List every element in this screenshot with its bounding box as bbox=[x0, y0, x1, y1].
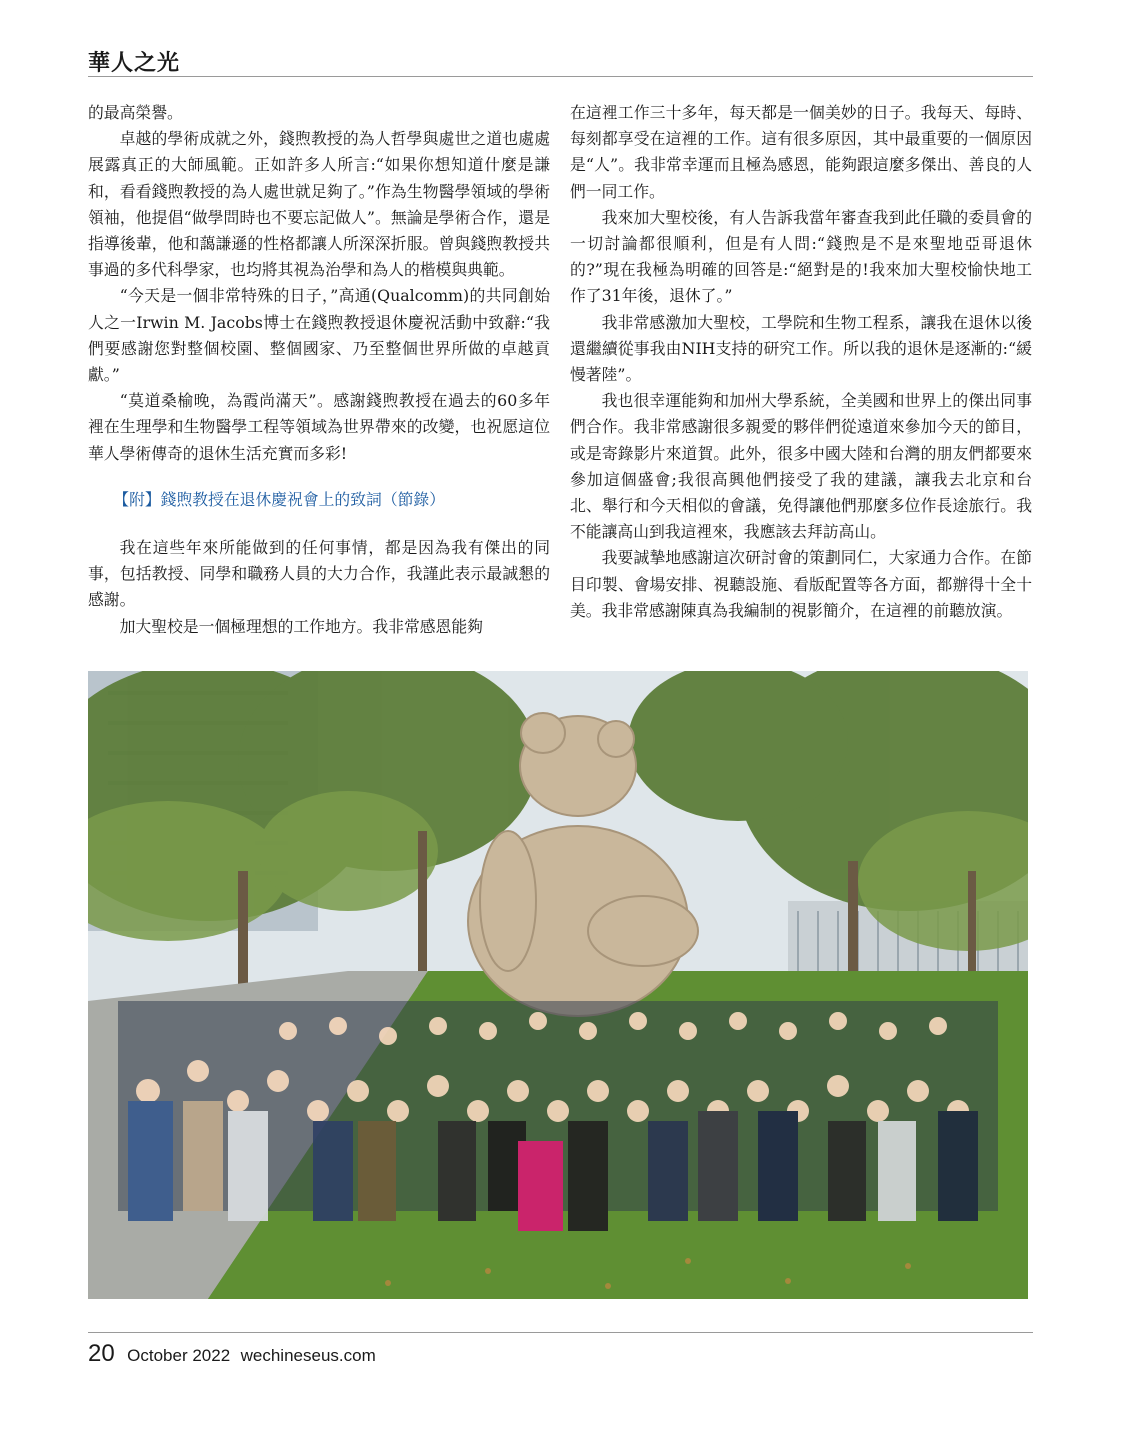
magazine-section-title: 華人之光 bbox=[88, 50, 181, 76]
group-photo bbox=[88, 671, 1028, 1299]
paragraph: 我在這些年來所能做到的任何事情，都是因為我有傑出的同事，包括教授、同學和職務人員的大力合作，我謹此表示最誠懇的感謝。 bbox=[88, 538, 550, 610]
paragraph: 我要誠摯地感謝這次研討會的策劃同仁，大家通力合作。在節目印製、會場安排、視聽設施、看版配置等各方面，都辦得十全十美。我非常感謝陳真為我編制的視影簡介，在這裡的前聽放演。 bbox=[570, 548, 1032, 620]
paragraph: “今天是一個非常特殊的日子，”高通(Qualcomm)的共同創始人之一Irwin M. Jacobs博士在錢煦教授退休慶祝活動中致辭:“我們要感謝您對整個校園、整個國家、乃至整個世界所做的卓越貢獻。” bbox=[88, 286, 550, 385]
paragraph: 我也很幸運能夠和加州大學系統，全美國和世界上的傑出同事們合作。我非常感謝很多親愛的夥伴們從遠道來參加今天的節目，或是寄錄影片來道賀。此外，很多中國大陸和台灣的朋友們都要來參加這個盛會;我很高興他們接受了我的建議，讓我去北京和台北、舉行和今天相似的會議，免得讓他們那麼多位作長途旅行。我不能讓高山到我這裡來，我應該去拜訪高山。 bbox=[570, 391, 1032, 542]
right-column bbox=[570, 100, 1032, 624]
appendix-heading: 【附】錢煦教授在退休慶祝會上的致詞（節錄） bbox=[113, 489, 446, 509]
paragraph: 加大聖校是一個極理想的工作地方。我非常感恩能夠 bbox=[119, 616, 483, 636]
page-number: 20 bbox=[88, 1340, 115, 1367]
group-photo-illustration bbox=[88, 671, 1028, 1299]
paragraph: 我非常感激加大聖校，工學院和生物工程系，讓我在退休以後還繼續從事我由NIH支持的研究工作。所以我的退休是逐漸的:“緩慢著陸”。 bbox=[570, 312, 1032, 385]
paragraph: 卓越的學術成就之外，錢煦教授的為人哲學與處世之道也處處展露真正的大師風範。正如許多人所言:“如果你想知道什麼是謙和，看看錢煦教授的為人處世就足夠了。”作為生物醫學領域的學術領袖，他提倡“做學問時也不要忘記做人”。無論是學術合作，還是指導後輩，他和藹謙遜的性格都讓人所深深折服。曾與錢煦教授共事過的多代科學家，也均將其視為治學和為人的楷模與典範。 bbox=[88, 129, 550, 280]
paragraph: “莫道桑榆晚，為霞尚滿天”。感謝錢煦教授在過去的60多年裡在生理學和生物醫學工程等領域為世界帶來的改變，也祝愿這位華人學術傳奇的退休生活充實而多彩! bbox=[88, 391, 550, 463]
website-link[interactable]: wechineseus.com bbox=[240, 1346, 376, 1365]
paragraph: 在這裡工作三十多年，每天都是一個美妙的日子。我每天、每時、每刻都享受在這裡的工作。這有很多原因，其中最重要的一個原因是“人”。我非常幸運而且極為感恩，能夠跟這麼多傑出、善良的人們一同工作。 bbox=[570, 103, 1032, 201]
issue-date: October 2022 bbox=[127, 1346, 231, 1365]
crowd bbox=[118, 1001, 998, 1231]
page-footer bbox=[88, 1340, 376, 1368]
paragraph: 的最高榮譽。 bbox=[88, 103, 183, 122]
paragraph: 我來加大聖校後，有人告訴我當年審查我到此任職的委員會的一切討論都很順利，但是有人問:“錢煦是不是來聖地亞哥退休的?”現在我極為明確的回答是:“絕對是的!我來加大聖校愉快地工作了31年後，退休了。” bbox=[570, 207, 1032, 306]
footer-divider bbox=[88, 1332, 1033, 1333]
header-divider bbox=[88, 76, 1033, 77]
left-column bbox=[88, 100, 550, 640]
